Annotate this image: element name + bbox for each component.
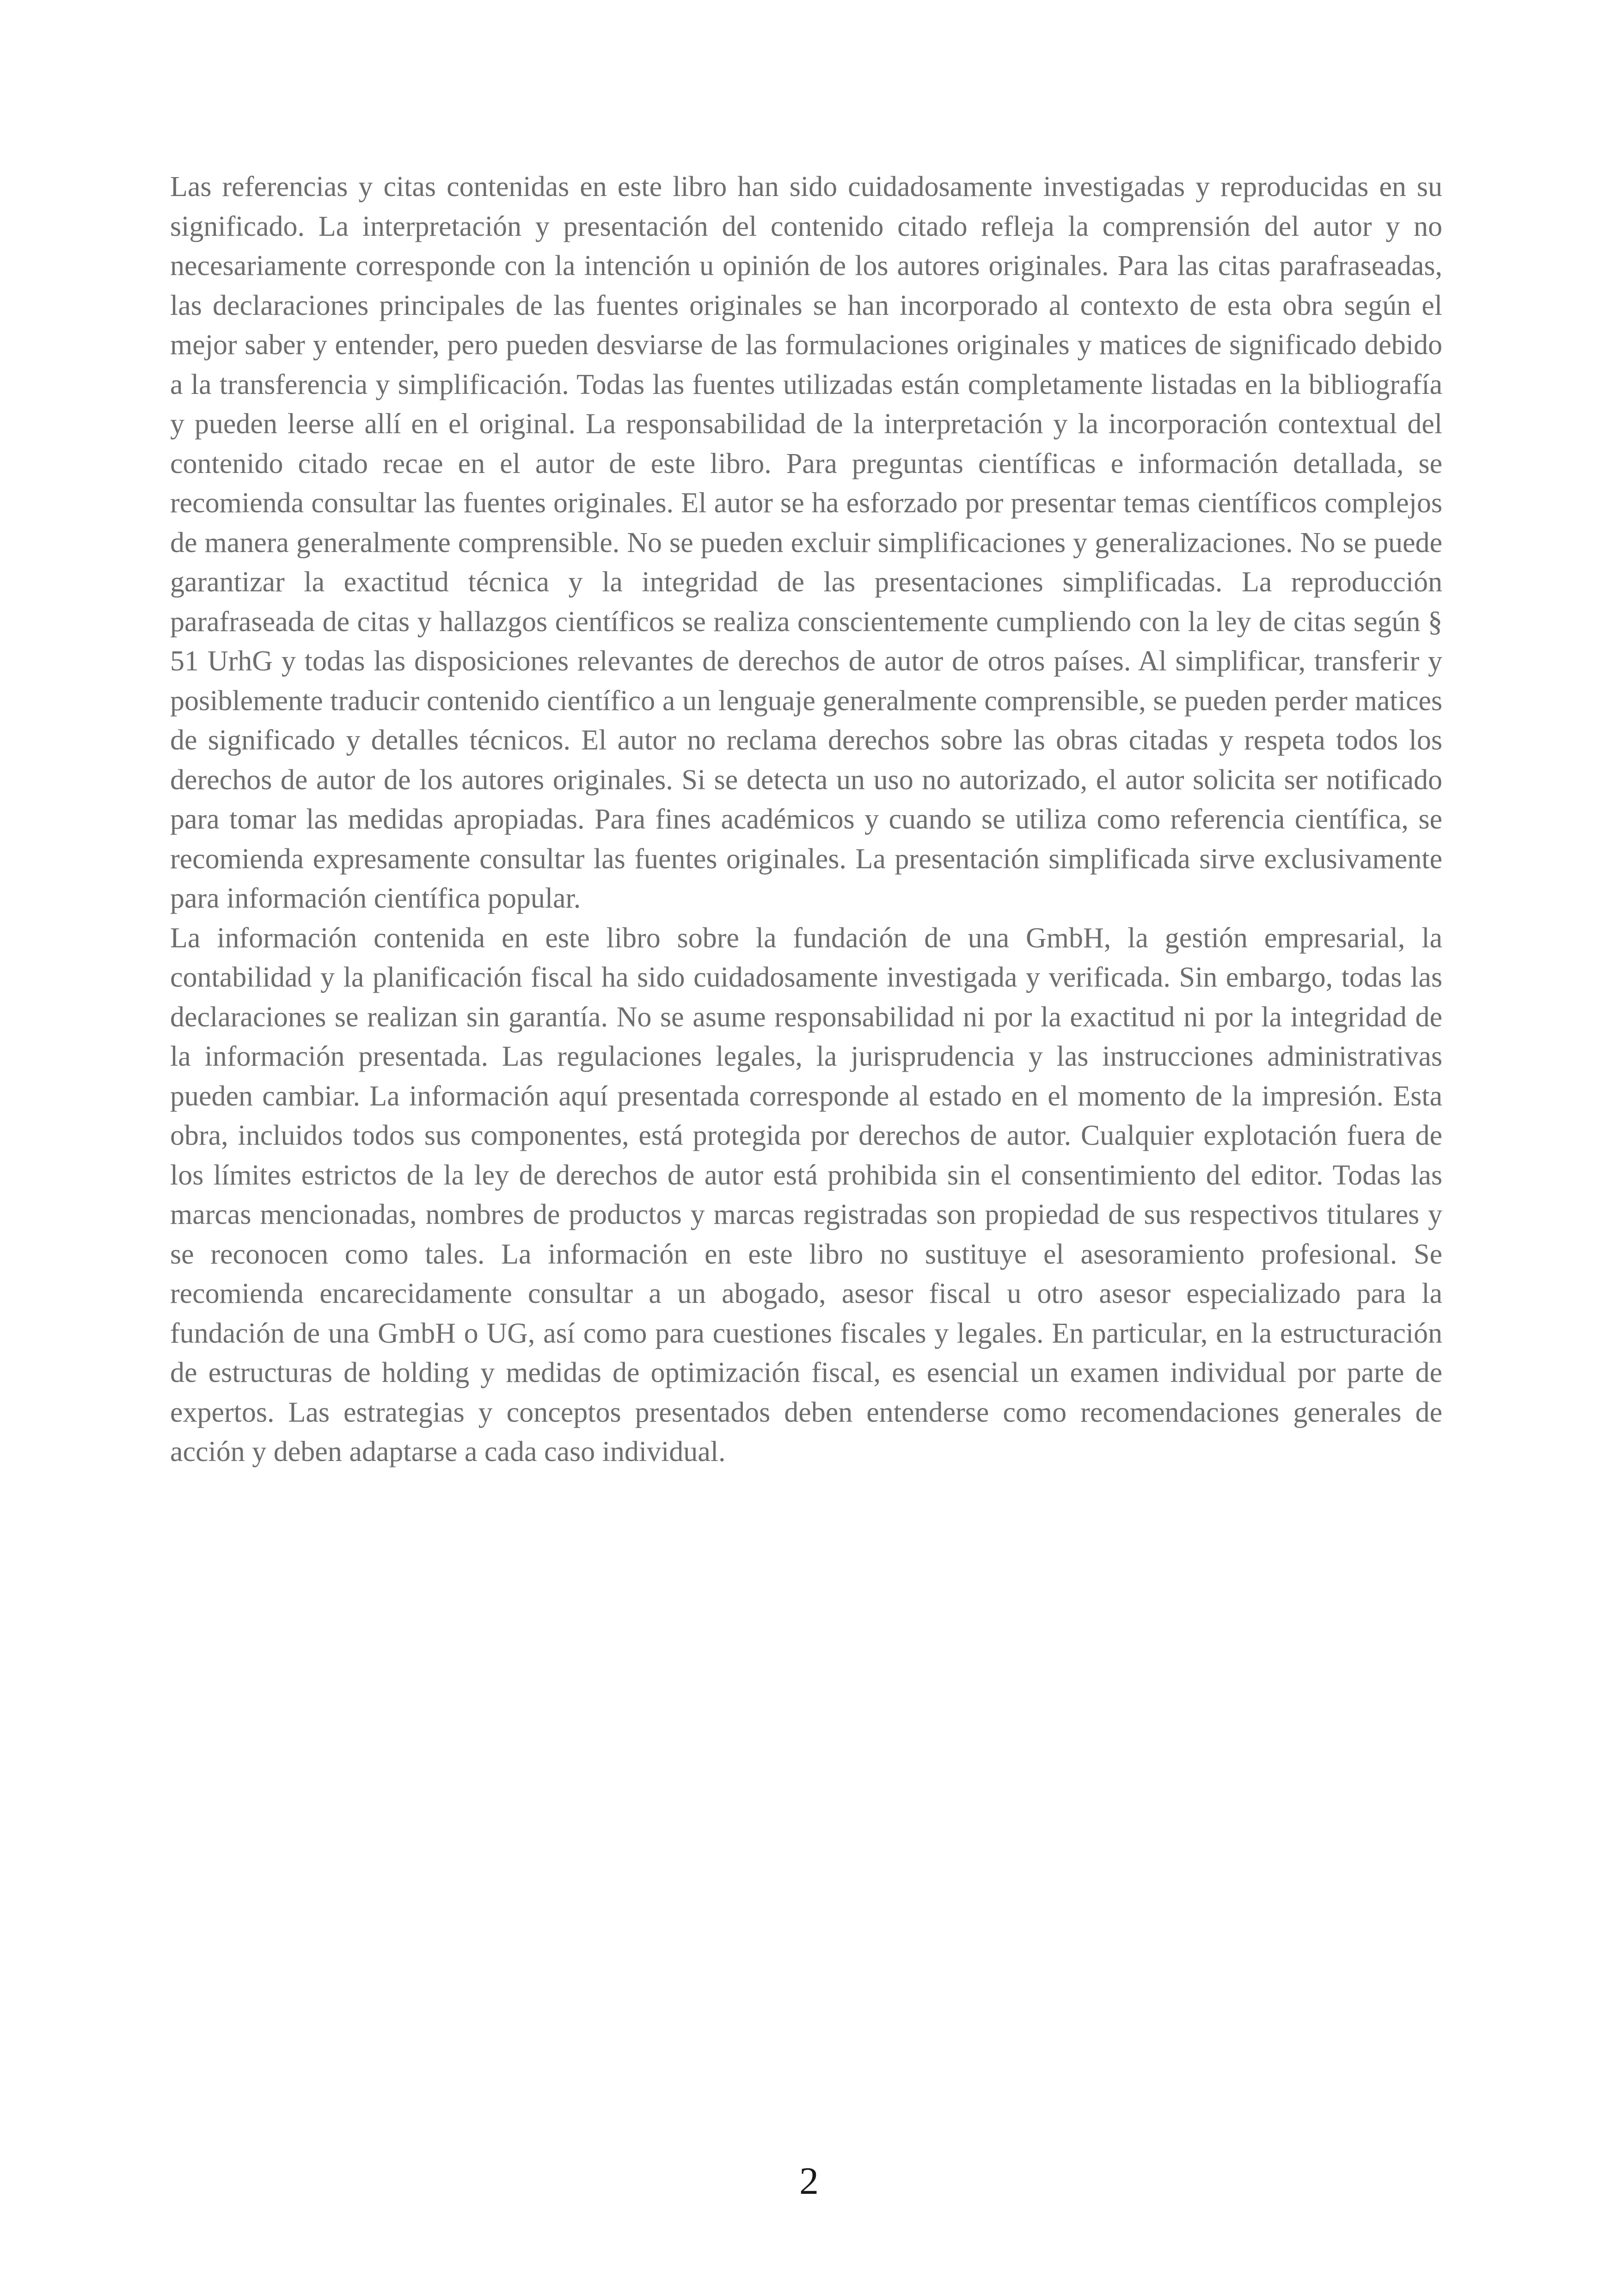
body-text [170, 167, 1442, 1472]
paragraph-citations-disclaimer: Las referencias y citas contenidas en este libro han sido cuidadosamente investigadas y reproducidas en su significado. La interpretación y presentación del contenido citado refleja la comprensión del autor y no necesariamente corresponde con la intención u opinión de los autores originales. Para las citas parafraseadas, las declaraciones principales de las fuentes originales se han incorporado al contexto de esta obra según el mejor saber y entender, pero pueden desviarse de las formulaciones originales y matices de significado debido a la transferencia y simplificación. Todas las fuentes utilizadas están completamente listadas en la bibliografía y pueden leerse allí en el original. La responsabilidad de la interpretación y la incorporación contextual del contenido citado recae en el autor de este libro. Para preguntas científicas e información detallada, se recomienda consultar las fuentes originales. El autor se ha esforzado por presentar temas científicos complejos de manera generalmente comprensible. No se pueden excluir simplificaciones y generalizaciones. No se puede garantizar la exactitud técnica y la integridad de las presentaciones simplificadas. La reproducción parafraseada de citas y hallazgos científicos se realiza conscientemente cumpliendo con la ley de citas según § 51 UrhG y todas las disposiciones relevantes de derechos de autor de otros países. Al simplificar, transferir y posiblemente traducir contenido científico a un lenguaje generalmente comprensible, se pueden perder matices de significado y detalles técnicos. El autor no reclama derechos sobre las obras citadas y respeta todos los derechos de autor de los autores originales. Si se detecta un uso no autorizado, el autor solicita ser notificado para tomar las medidas apropiadas. Para fines académicos y cuando se utiliza como referencia científica, se recomienda expresamente consultar las fuentes originales. La presentación simplificada sirve exclusivamente para información científica popular. [170, 171, 1442, 914]
paragraph-legal-disclaimer: La información contenida en este libro sobre la fundación de una GmbH, la gestión empresarial, la contabilidad y la planificación fiscal ha sido cuidadosamente investigada y verificada. Sin embargo, todas las declaraciones se realizan sin garantía. No se asume responsabilidad ni por la exactitud ni por la integridad de la información presentada. Las regulaciones legales, la jurisprudencia y las instrucciones administrativas pueden cambiar. La información aquí presentada corresponde al estado en el momento de la impresión. Esta obra, incluidos todos sus componentes, está protegida por derechos de autor. Cualquier explotación fuera de los límites estrictos de la ley de derechos de autor está prohibida sin el consentimiento del editor. Todas las marcas mencionadas, nombres de productos y marcas registradas son propiedad de sus respectivos titulares y se reconocen como tales. La información en este libro no sustituye el asesoramiento profesional. Se recomienda encarecidamente consultar a un abogado, asesor fiscal u otro asesor especializado para la fundación de una GmbH o UG, así como para cuestiones fiscales y legales. En particular, en la estructuración de estructuras de holding y medidas de optimización fiscal, es esencial un examen individual por parte de expertos. Las estrategias y conceptos presentados deben entenderse como recomendaciones generales de acción y deben adaptarse a cada caso individual. [170, 922, 1442, 1467]
page-number: 2 [799, 2160, 819, 2203]
